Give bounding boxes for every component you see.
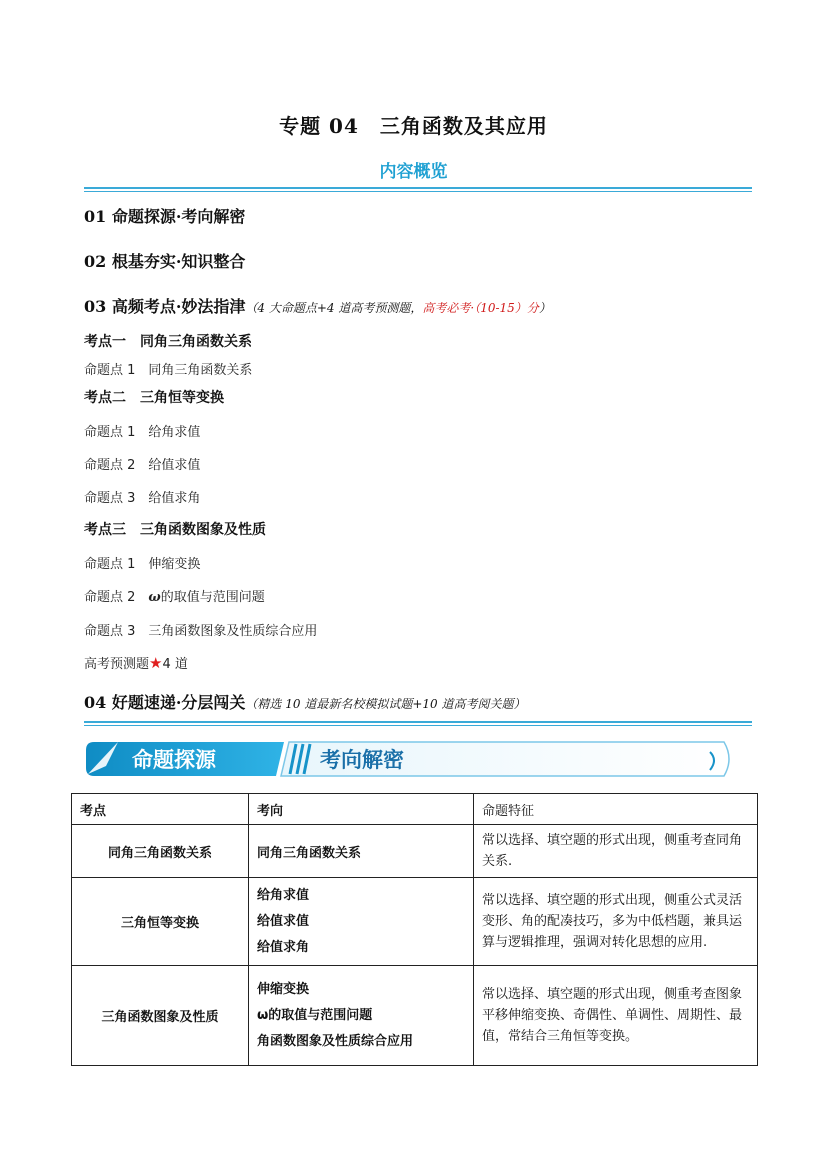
divider bbox=[84, 721, 752, 726]
topic-3: 考点三 三角函数图象及性质 bbox=[84, 522, 266, 538]
section-04 bbox=[84, 690, 525, 713]
point-1-1: 命题点 1 同角三角函数关系 bbox=[84, 363, 253, 378]
forecast: 高考预测题★4 道 bbox=[84, 654, 188, 672]
table-header-row bbox=[72, 794, 758, 825]
row-direction: 同角三角函数关系 bbox=[249, 825, 474, 878]
topic-2: 考点二 三角恒等变换 bbox=[84, 390, 224, 406]
row-topic: 三角函数图象及性质 bbox=[72, 966, 249, 1066]
row-feature: 常以选择、填空题的形式出现，侧重考查同角关系. bbox=[474, 825, 758, 878]
point-2-2: 命题点 2 给值求值 bbox=[84, 458, 201, 473]
row-feature: 常以选择、填空题的形式出现，侧重考查图象平移伸缩变换、奇偶性、单调性、周期性、最值，常结合三角恒等变换。 bbox=[474, 966, 758, 1066]
star-icon: ★ bbox=[149, 654, 163, 672]
section-03-label: 03 高频考点·妙法指津 bbox=[84, 297, 246, 316]
header-topic: 考点 bbox=[72, 794, 249, 825]
table-row bbox=[72, 825, 758, 878]
topic-table bbox=[71, 793, 758, 1066]
topic-1: 考点一 同角三角函数关系 bbox=[84, 334, 252, 350]
header-direction: 考向 bbox=[249, 794, 474, 825]
point-3-1: 命题点 1 伸缩变换 bbox=[84, 557, 201, 572]
banner-left-text: 命题探源 bbox=[132, 747, 216, 772]
divider bbox=[84, 187, 752, 192]
point-2-3: 命题点 3 给值求角 bbox=[84, 491, 201, 506]
row-directions: 给角求值 给值求值 给值求角 bbox=[249, 878, 474, 966]
section-01: 01 命题探源·考向解密 bbox=[84, 207, 246, 226]
omega-symbol: ω bbox=[148, 590, 161, 605]
row-topic: 同角三角函数关系 bbox=[72, 825, 249, 878]
point-2-1: 命题点 1 给角求值 bbox=[84, 425, 201, 440]
section-03-note: （4 大命题点+4 道高考预测题，高考必考·（10-15）分） bbox=[245, 301, 551, 315]
banner-right-text: 考向解密 bbox=[320, 747, 404, 772]
section-04-note: （精选 10 道最新名校模拟试题+10 道高考阅关题） bbox=[245, 697, 526, 711]
point-3-2: 命题点 2 ω的取值与范围问题 bbox=[84, 590, 265, 605]
section-04-label: 04 好题速递·分层闯关 bbox=[84, 693, 246, 712]
page-title: 专题 04 三角函数及其应用 bbox=[279, 114, 548, 138]
section-banner bbox=[84, 736, 736, 782]
table-row bbox=[72, 878, 758, 966]
section-03 bbox=[84, 294, 551, 317]
header-feature: 命题特征 bbox=[474, 794, 758, 825]
point-3-3: 命题点 3 三角函数图象及性质综合应用 bbox=[84, 624, 318, 639]
section-02: 02 根基夯实·知识整合 bbox=[84, 252, 246, 271]
table-row bbox=[72, 966, 758, 1066]
overview-heading: 内容概览 bbox=[379, 162, 448, 182]
row-feature: 常以选择、填空题的形式出现，侧重公式灵活变形、角的配凑技巧，多为中低档题，兼具运算与逻辑推理，强调对转化思想的应用. bbox=[474, 878, 758, 966]
row-topic: 三角恒等变换 bbox=[72, 878, 249, 966]
exam-score-note: 高考必考·（10-15）分 bbox=[422, 301, 539, 315]
row-directions: 伸缩变换 ω的取值与范围问题 角函数图象及性质综合应用 bbox=[249, 966, 474, 1066]
